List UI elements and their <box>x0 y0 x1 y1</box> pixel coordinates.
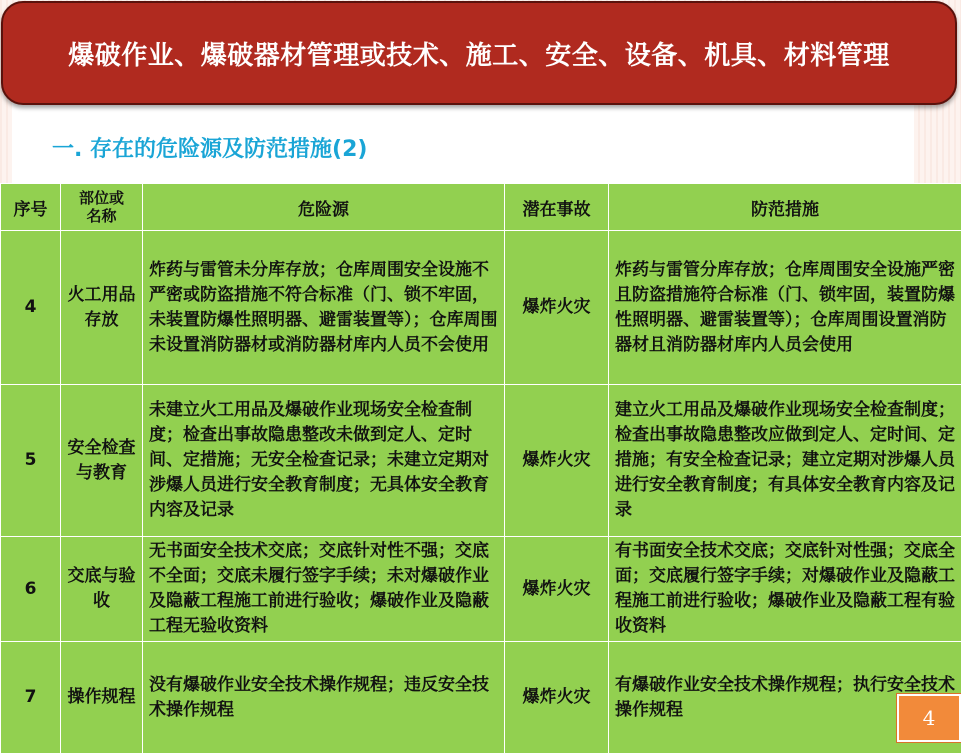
row-measures: 炸药与雷管分库存放；仓库周围安全设施严密且防盗措施符合标准（门、锁牢固，装置防爆性照明器、避雷装置等）；仓库周围设置消防器材且消防器材库内人员会使用 <box>609 231 961 385</box>
row-number: 5 <box>1 385 61 537</box>
row-hazard: 未建立火工用品及爆破作业现场安全检查制度；检查出事故隐患整改未做到定人、定时间、定措施；无安全检查记录；未建立定期对涉爆人员进行安全教育制度；无具体安全教育内容及记录 <box>143 385 505 537</box>
row-part: 安全检查与教育 <box>61 385 143 537</box>
row-hazard: 没有爆破作业安全技术操作规程；违反安全技术操作规程 <box>143 642 505 754</box>
row-measures: 建立火工用品及爆破作业现场安全检查制度；检查出事故隐患整改应做到定人、定时间、定措施；有安全检查记录；建立定期对涉爆人员进行安全教育制度；有具体安全教育内容及记录 <box>609 385 961 537</box>
row-accident: 爆炸火灾 <box>505 537 609 642</box>
table-row <box>1 385 961 537</box>
section-subtitle: 一. 存在的危险源及防范措施(2) <box>52 132 367 163</box>
page-title: 爆破作业、爆破器材管理或技术、施工、安全、设备、机具、材料管理 <box>68 35 890 72</box>
table-row <box>1 537 961 642</box>
row-accident: 爆炸火灾 <box>505 385 609 537</box>
header-hazard: 危险源 <box>143 184 505 231</box>
row-accident: 爆炸火灾 <box>505 642 609 754</box>
row-hazard: 无书面安全技术交底；交底针对性不强；交底不全面；交底未履行签字手续；未对爆破作业及隐蔽工程施工前进行验收；爆破作业及隐蔽工程无验收资料 <box>143 537 505 642</box>
row-number: 7 <box>1 642 61 754</box>
row-number: 4 <box>1 231 61 385</box>
page-number-badge: 4 <box>897 694 961 742</box>
table-header-row <box>1 184 961 231</box>
row-number: 6 <box>1 537 61 642</box>
table-row <box>1 642 961 754</box>
row-measures: 有爆破作业安全技术操作规程；执行安全技术操作规程 <box>609 642 961 754</box>
row-measures: 有书面安全技术交底；交底针对性强；交底全面；交底履行签字手续；对爆破作业及隐蔽工程施工前进行验收；爆破作业及隐蔽工程有验收资料 <box>609 537 961 642</box>
header-accident: 潜在事故 <box>505 184 609 231</box>
row-part: 操作规程 <box>61 642 143 754</box>
header-no: 序号 <box>1 184 61 231</box>
header-part-line2: 名称 <box>61 207 142 225</box>
header-part <box>61 184 143 231</box>
table-row <box>1 231 961 385</box>
row-part: 交底与验收 <box>61 537 143 642</box>
title-banner <box>1 1 957 105</box>
header-measures: 防范措施 <box>609 184 961 231</box>
row-part: 火工用品存放 <box>61 231 143 385</box>
header-part-line1: 部位或 <box>61 189 142 207</box>
row-hazard: 炸药与雷管未分库存放；仓库周围安全设施不严密或防盗措施不符合标准（门、锁不牢固，未装置防爆性照明器、避雷装置等）；仓库周围未设置消防器材或消防器材库内人员不会使用 <box>143 231 505 385</box>
hazard-table <box>0 183 961 754</box>
row-accident: 爆炸火灾 <box>505 231 609 385</box>
